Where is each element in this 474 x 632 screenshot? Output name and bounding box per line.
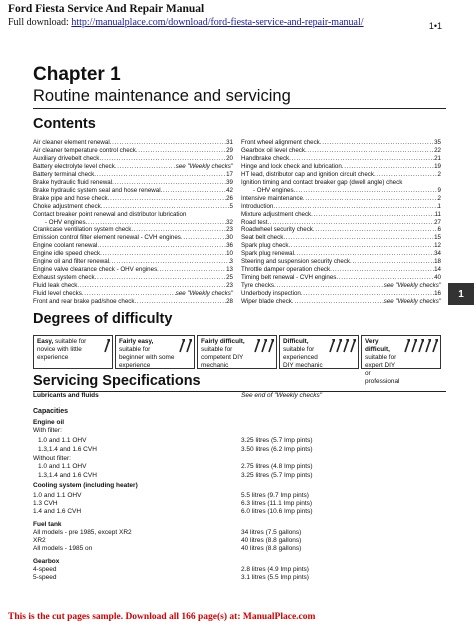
contents-entry-label: Intensive maintenance [241,194,303,202]
contents-entry[interactable] [241,274,441,282]
contents-entry-page: see "Weekly checks" [175,162,233,170]
contents-entry[interactable] [241,234,441,242]
difficulty-description [283,338,325,370]
dot-leader [161,187,227,195]
sample-footer-notice: This is the cut pages sample. Download all 166 page(s) at: ManualPlace.com [8,612,316,622]
spanner-icon [343,339,349,356]
dot-leader [82,290,176,298]
contents-entry-page: 1 [437,202,441,210]
chapter-divider [33,108,446,109]
spec-row-value: 40 litres (8.8 gallons) [241,537,302,544]
difficulty-level-text: suitable for expert DIY or professional [365,354,400,385]
contents-entry-page: 35 [434,139,441,146]
contents-entry-label: Fluid level checks [33,290,82,298]
contents-entry[interactable] [241,290,441,298]
contents-entry[interactable] [33,258,233,266]
contents-entry-page: 15 [434,234,441,242]
contents-entry-label: Air cleaner element renewal [33,139,110,146]
download-line [8,17,364,28]
contents-entry[interactable] [241,258,441,266]
contents-entry[interactable] [33,219,233,227]
dot-leader [131,226,226,234]
contents-entry-page: 18 [434,258,441,266]
contents-entry-page: 12 [434,242,441,250]
contents-entry-label: Timing belt renewal - CVH engines [241,274,337,282]
spanner-icon [261,339,267,356]
contents-entry[interactable] [33,179,233,187]
contents-entry[interactable] [33,226,233,234]
contents-entry-label: Engine idle speed check [33,250,101,258]
dot-leader [95,274,227,282]
contents-entry-label: Crankcase ventilation system check [33,226,132,234]
contents-entry-page: 14 [434,266,441,274]
contents-entry[interactable] [33,274,233,282]
contents-entry-label: Brake hydraulic system seal and hose renewal [33,186,161,194]
dot-leader [283,234,434,242]
dot-leader [157,266,226,274]
lubricants-value: See end of "Weekly checks" [241,392,323,399]
spec-row-label: 1.4 and 1.6 CVH [33,508,82,515]
spec-row-label: All models - pre 1985, except XR2 [33,529,132,536]
dot-leader [110,139,226,147]
contents-entry-label: Front and rear brake pad/shoe check [33,298,135,306]
dot-leader [134,298,226,306]
spec-row-value: 6.3 litres (11.1 Imp pints) [241,500,313,507]
download-link[interactable]: http://manualplace.com/download/ford-fiesta-service-and-repair-manual/ [71,17,364,28]
spec-row-value: 3.1 litres (5.5 Imp pints) [241,574,309,581]
spanner-icon [329,339,335,356]
contents-entry-label: Engine valve clearance check - OHV engines [33,266,158,274]
dot-leader [136,147,226,155]
download-label: Full download: [8,17,69,28]
contents-entry-page: 11 [434,210,441,218]
difficulty-level-text: suitable for competent DIY mechanic [201,346,244,369]
difficulty-level-text: suitable for beginner with some experience [119,346,175,369]
contents-entry-page: see "Weekly checks" [175,290,233,298]
contents-entry[interactable] [33,171,233,179]
contents-entry[interactable] [33,211,233,219]
difficulty-level-name: Fairly difficult, [201,338,245,345]
dot-leader [109,258,230,266]
spanner-icon [336,339,342,356]
contents-entry-label: Spark plug check [241,242,289,250]
spanner-icons [179,339,192,356]
lubricants-label: Lubricants and fluids [33,392,99,399]
contents-entry-page: 2 [437,170,441,178]
contents-entry[interactable] [33,195,233,203]
contents-entry[interactable] [33,187,233,195]
contents-entry-label: Steering and suspension security check [241,258,351,266]
contents-entry-page: 28 [226,298,233,306]
contents-entry-label: Road test [241,218,268,226]
contents-entry-label: Exhaust system check [33,274,95,282]
difficulty-level-5 [361,335,441,385]
contents-entry[interactable] [241,298,441,306]
with-filter-label: With filter: [33,427,62,434]
dot-leader [181,234,226,242]
dot-leader [100,250,226,258]
difficulty-description [37,338,100,362]
contents-entry-page: 42 [226,186,233,194]
dot-leader [115,163,176,171]
spec-row-label: 1.0 and 1.1 OHV [38,463,87,470]
contents-entry-page: 26 [226,194,233,202]
dot-leader [77,282,226,290]
contents-entry-label: - OHV engines [253,186,294,194]
contents-entry-label: Auxiliary drivebelt check [33,154,100,162]
contents-entry-label: Hinge and lock check and lubrication [241,162,342,170]
contents-entry-label: Introduction [241,202,274,210]
fuel-tank-label: Fuel tank [33,521,62,528]
contents-entry-page: see "Weekly checks" [383,282,441,290]
dot-leader [294,187,438,195]
difficulty-description [365,338,400,386]
chapter-tab: 1 [448,283,474,305]
spec-row-label: 1.3 CVH [33,500,58,507]
spanner-icon [254,339,260,356]
contents-entry[interactable] [33,203,233,211]
difficulty-level-text: suitable for novice with little experience [37,338,87,361]
dot-leader [342,163,434,171]
contents-entry[interactable] [241,250,441,258]
difficulty-level-name: Fairly easy, [119,338,154,345]
contents-entry[interactable] [33,147,233,155]
contents-entry-label: Underbody inspection [241,290,301,298]
dot-leader [267,219,434,227]
contents-entry[interactable] [241,155,441,163]
contents-entry[interactable] [241,139,441,147]
contents-entry-page: 23 [226,226,233,234]
contents-entry-page: see "Weekly checks" [383,298,441,306]
spec-row-value: 34 litres (7.5 gallons) [241,529,302,536]
without-filter-label: Without filter: [33,455,71,462]
chapter-title: Routine maintenance and servicing [33,87,291,105]
contents-entry[interactable] [241,203,441,211]
contents-entry-label: Engine oil and filter renewal [33,258,110,266]
spanner-icon [179,339,185,356]
dot-leader [305,147,434,155]
contents-entry[interactable] [241,187,441,195]
capacities-label: Capacities [33,408,69,415]
difficulty-heading: Degrees of difficulty [33,311,173,327]
spanner-icon [418,339,424,356]
contents-entry-page: 3 [229,258,233,266]
contents-entry-label: Contact breaker point renewal and distributor lubrication [33,210,187,218]
spec-row-label: 1.0 and 1.1 OHV [33,492,82,499]
contents-entry[interactable] [33,298,233,306]
spec-row-label: All models - 1985 on [33,545,93,552]
contents-entry-label: Brake hydraulic fluid renewal [33,178,113,186]
contents-entry[interactable] [241,163,441,171]
spanner-icons [104,339,110,356]
dot-leader [320,139,434,147]
dot-leader [288,242,434,250]
contents-entry-page: 17 [226,170,233,178]
spanner-icon [350,339,356,356]
contents-entry-page: 20 [226,154,233,162]
contents-right-column [241,139,441,306]
dot-leader [289,155,434,163]
contents-entry[interactable] [241,242,441,250]
spec-row-value: 2.75 litres (4.8 Imp pints) [241,463,313,470]
contents-entry[interactable] [33,234,233,242]
contents-entry[interactable] [33,242,233,250]
contents-left-column [33,139,233,306]
contents-entry[interactable] [33,290,233,298]
contents-entry-page: 10 [226,250,233,258]
contents-entry[interactable] [241,211,441,219]
spanner-icon [404,339,410,356]
dot-leader [336,274,434,282]
contents-entry-page: 36 [226,242,233,250]
chapter-number: Chapter 1 [33,64,121,85]
cooling-system-label: Cooling system (including heater) [33,482,138,489]
contents-entry[interactable] [33,266,233,274]
spanner-icons [329,339,356,356]
contents-entry-label: Gearbox oil level check [241,146,305,154]
dot-leader [97,242,226,250]
contents-entry-page: 6 [437,226,441,234]
contents-entry-label: Tyre checks [241,282,275,290]
difficulty-level-name: Very difficult, [365,338,390,353]
contents-entry-label: Wiper blade check [241,298,292,306]
spec-row-value: 3.50 litres (6.2 Imp pints) [241,446,313,453]
contents-entry[interactable] [241,195,441,203]
contents-entry[interactable] [241,219,441,227]
difficulty-description [201,338,250,370]
contents-entry[interactable] [33,163,233,171]
spec-row-value: 3.25 litres (5.7 Imp pints) [241,437,313,444]
difficulty-level-4 [279,335,359,367]
contents-entry[interactable] [33,250,233,258]
contents-entry-page: 23 [226,282,233,290]
contents-entry[interactable] [33,139,233,147]
contents-entry-label: Battery electrolyte level check [33,162,115,170]
contents-entry-page: 5 [229,202,233,210]
dot-leader [311,211,434,219]
spec-row-value: 6.0 litres (10.6 Imp pints) [241,508,313,515]
spec-row-label: XR2 [33,537,46,544]
dot-leader [374,171,438,179]
spanner-icon [425,339,431,356]
contents-entry-page: 31 [226,139,233,146]
spec-row-label: 5-speed [33,574,57,581]
contents-entry-page: 27 [434,218,441,226]
contents-entry[interactable] [241,282,441,290]
spanner-icon [268,339,274,356]
dot-leader [108,195,226,203]
contents-entry-page: 25 [226,274,233,282]
contents-entry-label: Air cleaner temperature control check [33,146,136,154]
contents-entry-page: 40 [434,274,441,282]
contents-entry-label: Throttle damper operation check [241,266,331,274]
contents-entry-page: 32 [226,218,233,226]
contents-entry[interactable] [241,266,441,274]
contents-entry-page: 19 [434,162,441,170]
contents-entry-label: Choke adjustment check [33,202,101,210]
dot-leader [101,203,230,211]
contents-entry-page: 13 [226,266,233,274]
spec-row-label: 1.0 and 1.1 OHV [38,437,87,444]
dot-leader [112,179,226,187]
contents-entry-page: 34 [434,250,441,258]
dot-leader [303,195,438,203]
dot-leader [86,219,227,227]
dot-leader [274,282,384,290]
contents-entry-label: Fluid leak check [33,282,78,290]
contents-entry-label: - OHV engines [45,218,86,226]
dot-leader [273,203,437,211]
contents-entry[interactable] [241,179,441,187]
dot-leader [294,250,434,258]
contents-heading: Contents [33,116,96,132]
dot-leader [94,171,226,179]
contents-entry-page: 9 [437,186,441,194]
difficulty-level-2 [115,335,195,367]
document-header-title: Ford Fiesta Service And Repair Manual [8,3,205,15]
contents-entry[interactable] [33,282,233,290]
contents-entry-label: Brake pipe and hose check [33,194,108,202]
specs-heading: Servicing Specifications [33,373,201,389]
contents-entry-label: Battery terminal check [33,170,95,178]
contents-entry[interactable] [33,155,233,163]
spanner-icon [411,339,417,356]
contents-entry-label: Handbrake check [241,154,290,162]
spanner-icons [254,339,274,356]
spec-row-value: 5.5 litres (9.7 Imp pints) [241,492,309,499]
contents-entry-label: Emission control filter element renewal - CVH engines [33,234,181,242]
contents-entry-label: Engine coolant renewal [33,242,98,250]
spec-row-value: 40 litres (8.8 gallons) [241,545,302,552]
dot-leader [330,266,434,274]
spanner-icon [186,339,192,356]
engine-oil-label: Engine oil [33,419,65,426]
contents-entry-page: 30 [226,234,233,242]
contents-entry[interactable] [241,171,441,179]
difficulty-level-1 [33,335,113,367]
spec-row-label: 1.3,1.4 and 1.6 CVH [38,446,97,453]
spec-row-label: 4-speed [33,566,57,573]
spec-row-label: 1.3,1.4 and 1.6 CVH [38,472,97,479]
contents-entry-label: Seat belt check [241,234,284,242]
dot-leader [313,226,438,234]
contents-entry-page: 16 [434,290,441,298]
spec-row-value: 3.25 litres (5.7 Imp pints) [241,472,313,479]
contents-entry-label: Roadwheel security check [241,226,313,234]
contents-entry-page: 29 [226,146,233,154]
dot-leader [301,290,434,298]
contents-entry-label: Ignition timing and contact breaker gap (dwell angle) check [241,178,403,186]
contents-entry-page: 21 [434,154,441,162]
contents-entry-label: Spark plug renewal [241,250,294,258]
contents-entry-page: 2 [437,194,441,202]
contents-entry[interactable] [241,226,441,234]
difficulty-level-3 [197,335,277,367]
contents-entry-label: Mixture adjustment check [241,210,312,218]
difficulty-level-name: Easy, [37,338,54,345]
dot-leader [350,258,434,266]
page-reference: 1•1 [428,21,442,31]
contents-entry-page: 22 [434,146,441,154]
dot-leader [99,155,226,163]
spanner-icons [404,339,438,356]
spanner-icon [432,339,438,356]
contents-entry-label: Front wheel alignment check [241,139,320,146]
difficulty-description [119,338,175,370]
gearbox-label: Gearbox [33,558,60,565]
spanner-icon [104,339,110,356]
dot-leader [292,298,384,306]
contents-entry[interactable] [241,147,441,155]
difficulty-level-text: suitable for experienced DIY mechanic [283,346,323,369]
spec-row-value: 2.8 litres (4.9 Imp pints) [241,566,309,573]
contents-entry-page: 39 [226,178,233,186]
difficulty-level-name: Difficult, [283,338,309,345]
contents-entry-label: HT lead, distributor cap and ignition circuit check [241,170,374,178]
